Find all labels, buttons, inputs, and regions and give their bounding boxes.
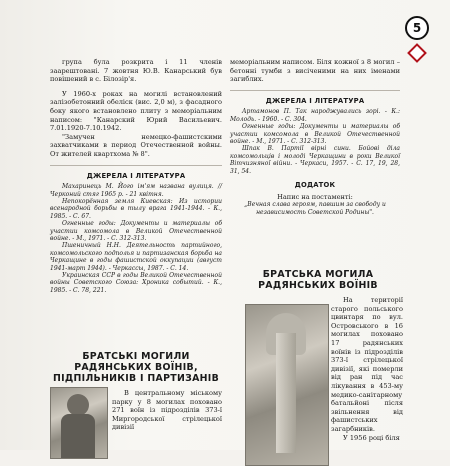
left-sources-title: ДЖЕРЕЛА І ЛІТЕРАТУРА (86, 171, 186, 180)
right-paragraph-1: меморіальним написом. Біля кожної з 8 могил – бетонні тумби з висіченими на них іменами загиблих. (230, 58, 400, 84)
right-bottom-paragraph-2: У 1956 році біля (343, 433, 400, 442)
pedestal (276, 333, 296, 453)
left-source-item: Огненные годы: Документы и материалы об участии комсомола в Великой Отечественной войне. - М., 1971. - С. 312-313. (50, 220, 222, 242)
right-source-item: Шпак В. Партії вірні сини. Бойові діла комсомольців і молоді Черкащини в роки Великої Вітчизняної війни. - Черкаси, 1957. - С. 17, 19, 28, 31, 54. (230, 145, 400, 175)
addendum-title: ДОДАТОК (294, 181, 336, 190)
left-paragraph-3: "Замучен немецко-фашистскими захватчиками в период Отечественной войны. От жителей квартхома № 8". (50, 132, 222, 158)
portrait-photo (50, 387, 108, 459)
monument-photo (245, 304, 329, 466)
right-column (230, 58, 400, 216)
right-source-item: Огненные годы: Документы и материалы об участии комсомола в Великой Отечественной войне. - М., 1971. - С. 312-313. (230, 123, 400, 145)
right-source-item: Артамонов П. Так народжувались зорі. - К.: Молодь. - 1960. - С. 304. (230, 108, 400, 123)
right-sources-title: ДЖЕРЕЛА І ЛІТЕРАТУРА (265, 96, 365, 105)
divider (50, 165, 222, 166)
left-source-item: Украинская ССР в годы Великой Отечественной войны Советского Союза: Хроника событий. - К., 1985. - С. 78, 221. (50, 272, 222, 294)
addendum-label: Напис на постаменті: (277, 192, 353, 201)
divider (230, 90, 400, 91)
right-bottom-paragraph-1: На території старого польського цвинтаря по вул. Островського в 16 могилах поховано 17 радянських воїнів із підрозділів 373-ї стрілецької дивізії, які померли від ран під час лікування в 453-му медико-санітарному батальйоні після звільнення від фашистських загарбників. (331, 296, 403, 433)
left-paragraph-2: У 1960-х роках на могилі встановлений залізобетонний обеліск (вис. 2,0 м), з фасадного боку якого встановлено плиту з меморіальним написом: "Канарский Юрий Васильевич. 7.01.1920-7.10.1942. (50, 89, 222, 133)
left-bottom-text (112, 389, 222, 432)
person-head (67, 394, 89, 416)
page-number: 5 (405, 16, 429, 40)
left-source-item: Махаринець М. Його ім'ям названа вулиця. //Черконий стяг 1965 р. - 21 квітня. (50, 183, 222, 198)
left-section-heading: БРАТСЬКІ МОГИЛИ РАДЯНСЬКИХ ВОЇНІВ, ПІДПІЛЬНИКІВ І ПАРТИЗАНІВ (52, 351, 220, 384)
addendum-text: „Вечная слава героям, павшим за свободу и независимость Советской Родины". (244, 201, 386, 216)
person-body (61, 414, 95, 458)
right-bottom-text (331, 296, 403, 442)
left-column (50, 58, 222, 294)
diamond-icon (407, 43, 427, 63)
left-paragraph-1: група була розкрита і 11 членів заарештовані. 7 жовтня Ю.В. Канарський був повішений в с. Білозір'я. (50, 58, 222, 84)
left-source-item: Пшеничный Н.Н. Деятельность партийного, комсомольского подполья и партизанская борьба на Черкащине в годы фашистской оккупации (август 1941-март 1944). - Черкассы, 1987. - С. 14. (50, 242, 222, 272)
left-bottom-paragraph: В центральному міському парку у 8 могилах поховано 271 воїн із підрозділів 373-ї Миргородської стрілецької дивізії (112, 389, 222, 432)
left-source-item: Непокорённая земля Киевская: Из истории всенародной борьбы в тылу врага 1941-1944. - К., 1985. - С. 67. (50, 197, 222, 220)
right-section-heading: БРАТСЬКА МОГИЛА РАДЯНСЬКИХ ВОЇНІВ (258, 269, 378, 291)
page-number-badge (403, 16, 431, 60)
